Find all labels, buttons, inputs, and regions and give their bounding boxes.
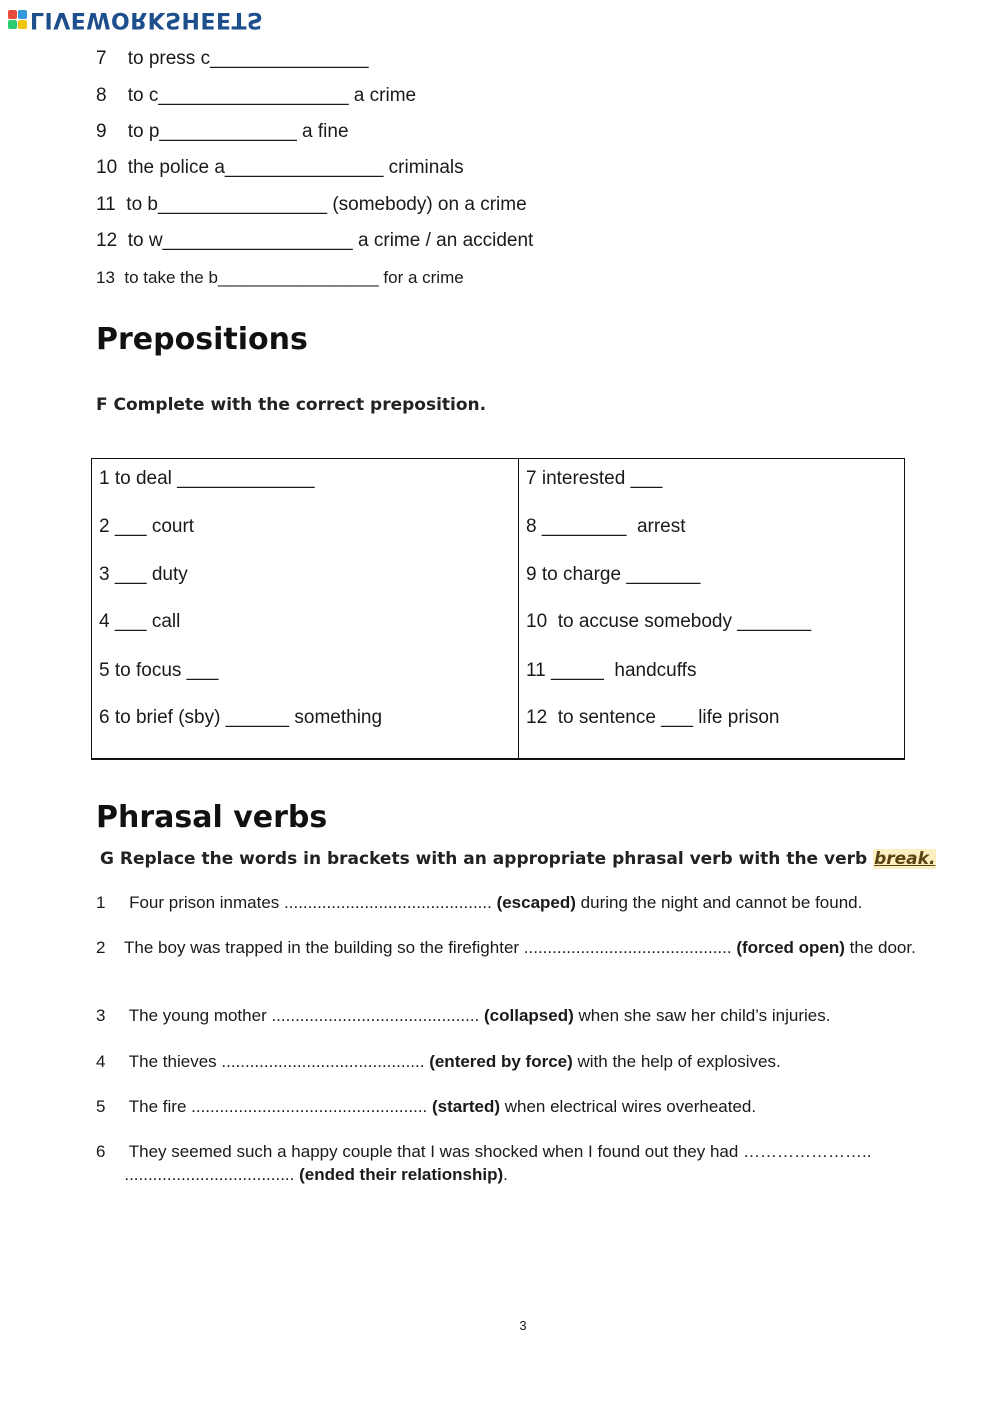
vocab-item bbox=[96, 48, 369, 70]
vocab-item bbox=[96, 194, 527, 216]
preposition-item: 8 ________ arrest bbox=[526, 516, 686, 537]
phrasal-item-text-end: the door. bbox=[844, 938, 916, 957]
vocab-item bbox=[96, 85, 416, 107]
phrasal-item bbox=[96, 891, 956, 914]
prepositions-column-left bbox=[92, 459, 519, 758]
phrasal-item-text-end: when electrical wires overheated. bbox=[500, 1097, 757, 1116]
preposition-item: 3 ___ duty bbox=[99, 564, 188, 585]
phrasal-item-text: 1 Four prison inmates ............................................ bbox=[96, 893, 497, 912]
preposition-item: 4 ___ call bbox=[99, 611, 181, 632]
preposition-item: 6 to brief (sby) ______ something bbox=[99, 707, 383, 728]
vocab-number: 10 bbox=[96, 157, 118, 178]
phrasal-item-text-end: . bbox=[503, 1165, 508, 1184]
phrasal-item-clue: (ended their relationship) bbox=[299, 1165, 504, 1184]
logo-block bbox=[8, 20, 17, 29]
vocab-text: to b________________ (somebody) on a crime bbox=[126, 194, 527, 215]
vocab-text: to press c_______________ bbox=[127, 48, 369, 69]
vocab-number: 8 bbox=[96, 85, 107, 106]
phrasal-item bbox=[96, 1004, 956, 1027]
phrasal-item-clue: (entered by force) bbox=[429, 1052, 573, 1071]
prepositions-heading: Prepositions bbox=[96, 322, 308, 357]
vocab-text: to w__________________ a crime / an accident bbox=[127, 230, 534, 251]
phrasal-item-clue: (started) bbox=[432, 1097, 501, 1116]
logo-block bbox=[8, 10, 17, 19]
preposition-item: 10 to accuse somebody _______ bbox=[526, 611, 812, 632]
logo-block bbox=[18, 10, 27, 19]
phrasal-item bbox=[96, 936, 956, 959]
vocab-item bbox=[96, 230, 533, 252]
phrasal-item bbox=[96, 1050, 956, 1073]
vocab-item bbox=[96, 268, 464, 288]
page-number: 3 bbox=[519, 1318, 527, 1333]
preposition-item: 12 to sentence ___ life prison bbox=[526, 707, 780, 728]
phrasal-item-clue: (escaped) bbox=[496, 893, 576, 912]
vocab-number: 12 bbox=[96, 230, 118, 251]
preposition-item: 5 to focus ___ bbox=[99, 660, 219, 681]
vocab-number: 13 bbox=[96, 268, 115, 287]
vocab-text: to c__________________ a crime bbox=[127, 85, 417, 106]
vocab-number: 9 bbox=[96, 121, 107, 142]
preposition-item: 1 to deal _____________ bbox=[99, 468, 315, 489]
prepositions-column-right bbox=[519, 459, 904, 758]
logo-text: LIVEWORKSHEETS bbox=[30, 7, 264, 32]
phrasal-item-text-end: when she saw her child’s injuries. bbox=[573, 1006, 831, 1025]
phrasal-item-clue: (collapsed) bbox=[484, 1006, 574, 1025]
phrasal-item bbox=[96, 1140, 956, 1186]
highlighted-verb: break. bbox=[874, 849, 936, 869]
phrasal-item bbox=[96, 1095, 956, 1118]
phrasal-item-text-end: during the night and cannot be found. bbox=[575, 893, 863, 912]
preposition-item: 11 _____ handcuffs bbox=[526, 660, 697, 681]
vocab-item bbox=[96, 157, 464, 179]
phrasal-item-clue: (forced open) bbox=[736, 938, 845, 957]
vocab-text: the police a_______________ criminals bbox=[127, 157, 464, 178]
liveworksheets-logo bbox=[8, 6, 263, 32]
phrasal-item-text: 6 They seemed such a happy couple that I was shocked when I found out they had ………………….. .................................... bbox=[96, 1142, 872, 1184]
vocab-number: 11 bbox=[96, 194, 116, 215]
prepositions-table bbox=[91, 458, 905, 760]
phrasal-instruction-text: G Replace the words in brackets with an appropriate phrasal verb with the verb bbox=[100, 849, 874, 869]
preposition-item: 9 to charge _______ bbox=[526, 564, 701, 585]
phrasal-item-text: 4 The thieves ........................................... bbox=[96, 1052, 430, 1071]
vocab-text: to take the b_________________ for a crime bbox=[124, 268, 464, 287]
phrasal-instruction bbox=[100, 849, 936, 869]
phrasal-verbs-heading: Phrasal verbs bbox=[96, 800, 328, 835]
preposition-item: 2 ___ court bbox=[99, 516, 195, 537]
logo-block bbox=[18, 20, 27, 29]
phrasal-item-text: 3 The young mother ............................................ bbox=[96, 1006, 484, 1025]
prepositions-instruction: F Complete with the correct preposition. bbox=[96, 395, 487, 415]
phrasal-item-text: 2 The boy was trapped in the building so the firefighter ............................................ bbox=[96, 938, 737, 957]
vocab-item bbox=[96, 121, 349, 143]
vocab-text: to p_____________ a fine bbox=[127, 121, 349, 142]
phrasal-item-text-end: with the help of explosives. bbox=[572, 1052, 781, 1071]
preposition-item: 7 interested ___ bbox=[526, 468, 663, 489]
logo-blocks-icon bbox=[8, 10, 27, 29]
phrasal-item-text: 5 The fire .................................................. bbox=[96, 1097, 432, 1116]
vocab-number: 7 bbox=[96, 48, 107, 69]
